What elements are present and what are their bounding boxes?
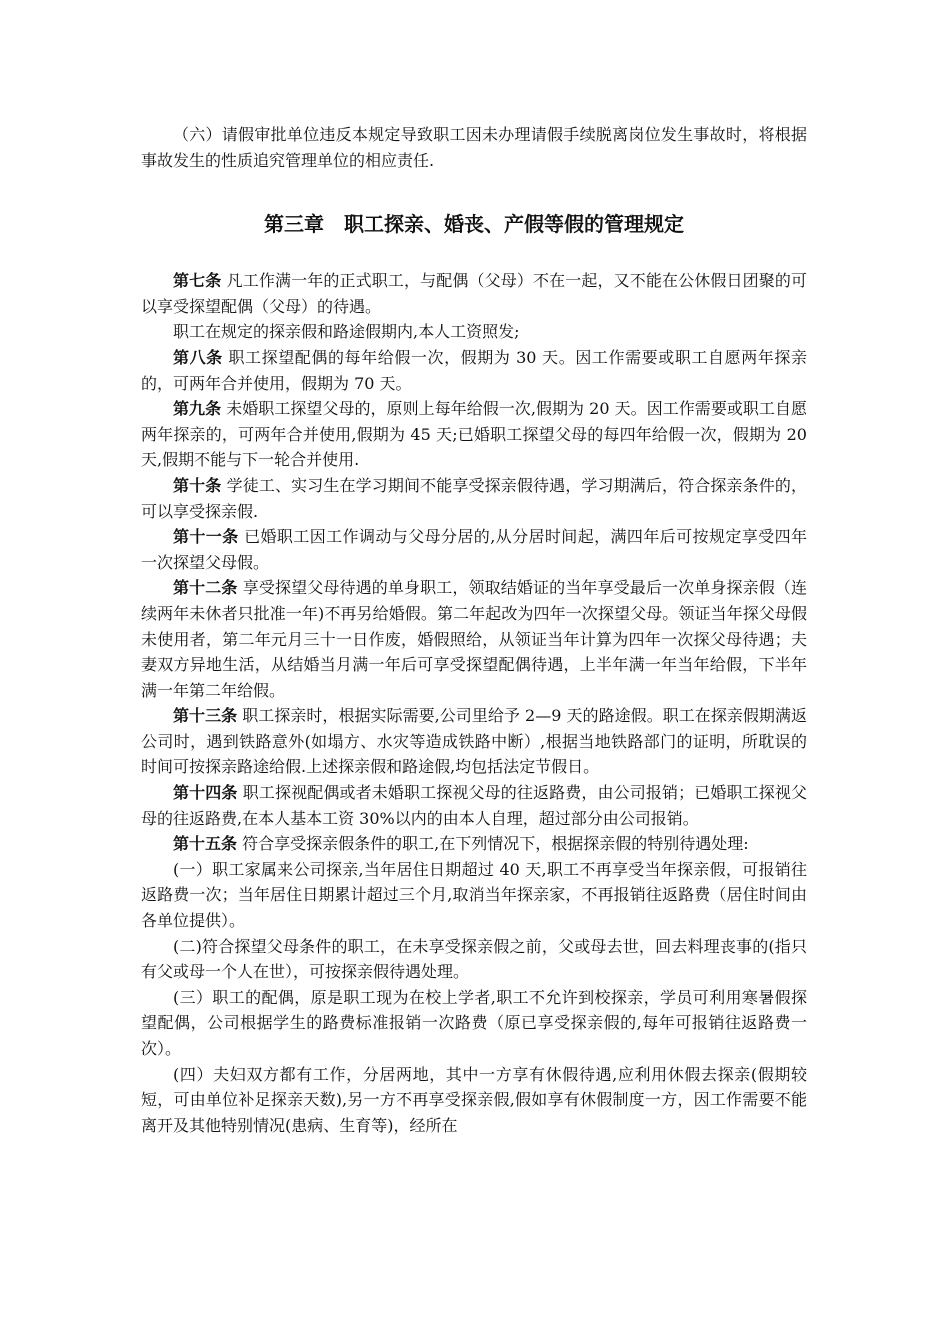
article-text: 职工探望配偶的每年给假一次，假期为 30 天。因工作需要或职工自愿两年探亲的，可两年合并使用，假期为 70 天。 bbox=[141, 347, 807, 393]
article-label: 第十四条 bbox=[173, 783, 238, 803]
article-label: 第十条 bbox=[173, 475, 222, 495]
article-paragraph bbox=[141, 575, 807, 703]
article-text: 凡工作满一年的正式职工，与配偶（父母）不在一起，又不能在公休假日团聚的可以享受探望配偶（父母）的待遇。 bbox=[141, 271, 807, 316]
article-paragraph bbox=[141, 524, 807, 575]
article-label: 第十二条 bbox=[173, 578, 238, 598]
article-text: 职工探视配偶或者未婚职工探视父母的往返路费，由公司报销；已婚职工探视父母的往返路费,在本人基本工资 30%以内的由本人自理，超过部分由公司报销。 bbox=[141, 783, 807, 828]
article-text: 学徒工、实习生在学习期间不能享受探亲假待遇，学习期满后，符合探亲条件的，可以享受探亲假. bbox=[141, 475, 807, 521]
article-label: 第九条 bbox=[173, 399, 222, 419]
article-text: 职工探亲时，根据实际需要,公司里给予 2—9 天的路途假。职工在探亲假期满返公司时，遇到铁路意外(如塌方、水灾等造成铁路中断）,根据当地铁路部门的证明，所耽误的时间可按探亲路途给假.上述探亲假和路途假,均包括法定节假日。 bbox=[141, 706, 807, 777]
article-paragraph bbox=[141, 780, 807, 831]
article-text: 符合享受探亲假条件的职工,在下列情况下，根据探亲假的特别待遇处理: bbox=[237, 834, 749, 854]
article-label: 第十五条 bbox=[173, 834, 238, 854]
article-paragraph bbox=[141, 345, 807, 396]
article-text: 职工在规定的探亲假和路途假期内,本人工资照发; bbox=[173, 322, 520, 342]
document-body bbox=[141, 122, 807, 1138]
article-text: (二)符合探望父母条件的职工，在未享受探亲假之前，父或母去世，回去料理丧事的(指只有父或母一个人在世），可按探亲假待遇处理。 bbox=[141, 936, 807, 982]
article-paragraph bbox=[141, 473, 807, 524]
article-paragraph bbox=[141, 831, 807, 857]
article-paragraph bbox=[141, 396, 807, 473]
article-text: (一）职工家属来公司探亲,当年居住日期超过 40 天,职工不再享受当年探亲假，可报销往返路费一次；当年居住日期累计超过三个月,取消当年探亲家，不再报销往返路费（居住时间由各单位提供）。 bbox=[141, 859, 807, 931]
intro-paragraph: （六）请假审批单位违反本规定导致职工因未办理请假手续脱离岗位发生事故时，将根据事故发生的性质追究管理单位的相应责任. bbox=[141, 125, 807, 170]
chapter-title: 第三章 职工探亲、婚丧、产假等假的管理规定 bbox=[264, 212, 684, 237]
article-text: 享受探望父母待遇的单身职工，领取结婚证的当年享受最后一次单身探亲假（连续两年未休者只批准一年)不再另给婚假。第二年起改为四年一次探望父母。领证当年探父母假未使用者，第二年元月三十一日作废，婚假照给，从领证当年计算为四年一次探父母待遇；夫妻双方异地生活，从结婚当月满一年后可享受探望配偶待遇，上半年满一年当年给假，下半年满一年第二年给假。 bbox=[141, 578, 807, 700]
article-text: 未婚职工探望父母的，原则上每年给假一次,假期为 20 天。因工作需要或职工自愿两年探亲的，可两年合并使用,假期为 45 天;已婚职工探望父母的每四年给假一次，假期为 20 天,假期不能与下一轮合并使用. bbox=[141, 399, 807, 470]
article-text: 已婚职工因工作调动与父母分居的,从分居时间起，满四年后可按规定享受四年一次探望父母假。 bbox=[141, 527, 807, 572]
article-label: 第十一条 bbox=[173, 527, 239, 547]
article-paragraph bbox=[141, 319, 807, 345]
article-text: (四）夫妇双方都有工作，分居两地，其中一方享有休假待遇,应利用休假去探亲(假期较短，可由单位补足探亲天数),另一方不再享受探亲假,假如享有休假制度一方，因工作需要不能离开及其他特别情况(患病、生育等)，经所在 bbox=[141, 1064, 807, 1135]
article-label: 第十三条 bbox=[173, 706, 238, 726]
article-list bbox=[141, 268, 807, 1138]
article-label: 第八条 bbox=[173, 347, 223, 367]
article-paragraph bbox=[141, 857, 807, 934]
article-text: (三）职工的配偶，原是职工现为在校上学者,职工不允许到校探亲，学员可利用寒暑假探望配偶，公司根据学生的路费标准报销一次路费（原已享受探亲假的,每年可报销往返路费一次）。 bbox=[141, 987, 807, 1058]
article-paragraph bbox=[141, 703, 807, 780]
article-paragraph bbox=[141, 1062, 807, 1139]
article-paragraph bbox=[141, 985, 807, 1062]
article-paragraph bbox=[141, 268, 807, 319]
article-paragraph bbox=[141, 934, 807, 985]
article-label: 第七条 bbox=[173, 271, 222, 291]
